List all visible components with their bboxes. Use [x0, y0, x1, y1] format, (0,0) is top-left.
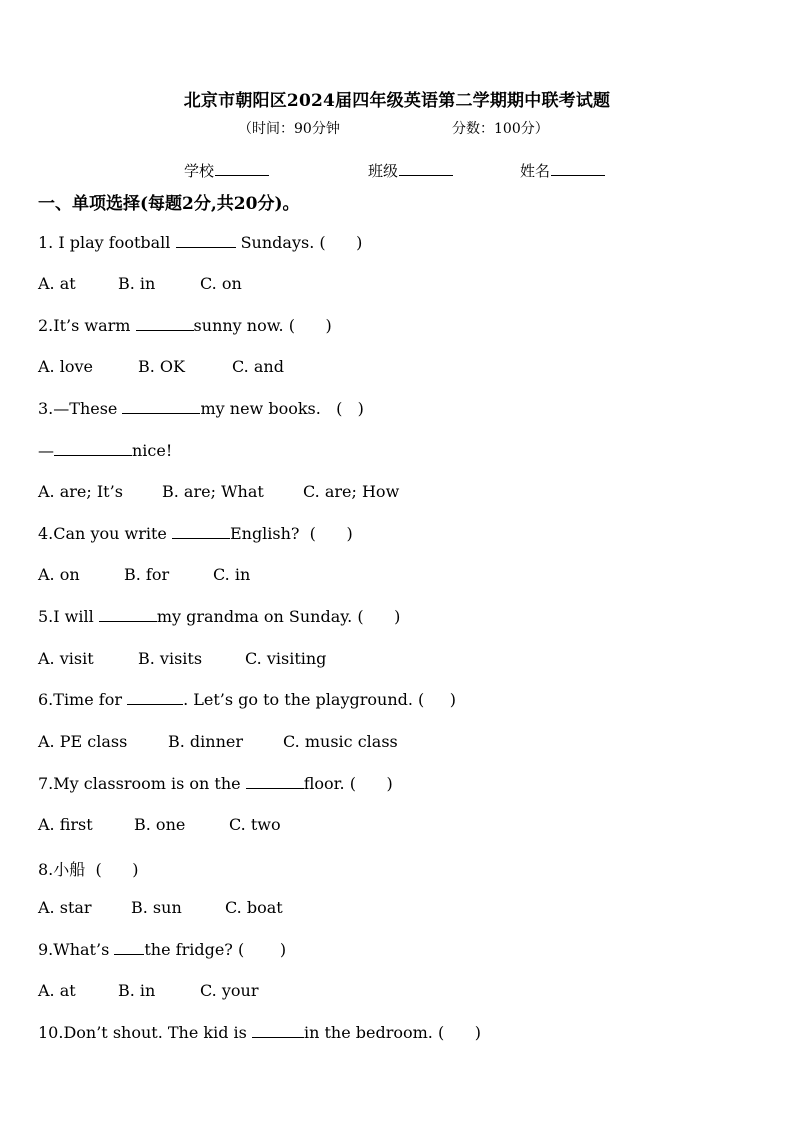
question-3-reply	[38, 441, 172, 460]
answer-blank[interactable]	[54, 442, 132, 456]
options-6	[38, 732, 398, 751]
question-1	[38, 233, 362, 252]
question-text: in the bedroom. ( )	[303, 1023, 481, 1042]
option-c[interactable]: C. on	[200, 274, 242, 293]
option-c[interactable]: C. two	[229, 815, 281, 834]
option-c[interactable]: C. your	[200, 981, 259, 1000]
option-b[interactable]: B. visits	[138, 649, 203, 668]
question-6	[38, 690, 456, 709]
question-text: my grandma on Sunday. ( )	[156, 607, 401, 626]
answer-blank[interactable]	[252, 1024, 304, 1038]
option-a[interactable]: A. on	[38, 565, 80, 584]
option-b[interactable]: B. one	[134, 815, 186, 834]
option-b[interactable]: B. in	[118, 274, 156, 293]
option-a[interactable]: A. PE class	[38, 732, 128, 751]
question-text: nice!	[132, 441, 173, 460]
question-text: 2.It’s warm	[38, 316, 136, 335]
answer-blank[interactable]	[172, 525, 230, 539]
name-field	[520, 160, 605, 181]
options-1	[38, 274, 242, 293]
answer-blank[interactable]	[99, 608, 157, 622]
school-field	[184, 160, 269, 181]
options-5	[38, 649, 326, 668]
option-b[interactable]: B. dinner	[168, 732, 244, 751]
options-4	[38, 565, 250, 584]
answer-blank[interactable]	[122, 400, 200, 414]
question-text: . Let’s go to the playground. ( )	[183, 690, 456, 709]
question-text: 10.Don’t shout. The kid is	[38, 1023, 252, 1042]
question-5	[38, 607, 400, 626]
name-label: 姓名	[520, 162, 551, 180]
option-c[interactable]: C. in	[213, 565, 251, 584]
question-2	[38, 316, 332, 335]
question-text: 4.Can you write	[38, 524, 172, 543]
section-title: 一、单项选择(每题2分,共20分)。	[38, 194, 300, 214]
question-text: floor. ( )	[303, 774, 393, 793]
question-text: the fridge? ( )	[144, 940, 287, 959]
option-b[interactable]: B. are; What	[162, 482, 264, 501]
options-9	[38, 981, 258, 1000]
options-7	[38, 815, 281, 834]
options-3	[38, 482, 399, 501]
question-7	[38, 774, 393, 793]
option-c[interactable]: C. music class	[283, 732, 398, 751]
option-c[interactable]: C. and	[232, 357, 284, 376]
answer-blank[interactable]	[127, 691, 183, 705]
option-c[interactable]: C. are; How	[303, 482, 400, 501]
question-text: 1. I play football	[38, 233, 176, 252]
question-text: 8.小船 ( )	[38, 860, 139, 879]
question-text: 9.What’s	[38, 940, 115, 959]
option-b[interactable]: B. in	[118, 981, 156, 1000]
option-a[interactable]: A. at	[38, 981, 76, 1000]
option-b[interactable]: B. sun	[131, 898, 182, 917]
question-9	[38, 940, 286, 959]
option-a[interactable]: A. at	[38, 274, 76, 293]
option-b[interactable]: B. OK	[138, 357, 185, 376]
options-2	[38, 357, 284, 376]
school-blank[interactable]	[215, 161, 269, 176]
class-field	[368, 160, 453, 181]
question-text: sunny now. ( )	[193, 316, 332, 335]
answer-blank[interactable]	[176, 234, 236, 248]
question-text: 3.—These	[38, 399, 123, 418]
question-10	[38, 1023, 481, 1042]
option-c[interactable]: C. visiting	[245, 649, 327, 668]
option-c[interactable]: C. boat	[225, 898, 283, 917]
option-a[interactable]: A. first	[38, 815, 93, 834]
answer-blank[interactable]	[246, 775, 304, 789]
option-a[interactable]: A. star	[38, 898, 92, 917]
school-label: 学校	[184, 162, 215, 180]
question-text: English? ( )	[229, 524, 353, 543]
class-label: 班级	[368, 162, 399, 180]
option-a[interactable]: A. are; It’s	[38, 482, 123, 501]
exam-score: 分数：100分）	[452, 121, 549, 137]
question-text: my new books. ( )	[200, 399, 364, 418]
answer-blank[interactable]	[136, 317, 194, 331]
exam-time: （时间：90分钟	[238, 121, 340, 137]
question-text: 7.My classroom is on the	[38, 774, 246, 793]
exam-title: 北京市朝阳区2024届四年级英语第二学期期中联考试题	[183, 91, 611, 111]
name-blank[interactable]	[551, 161, 605, 176]
question-3	[38, 399, 364, 418]
class-blank[interactable]	[399, 161, 453, 176]
question-text: —	[38, 441, 54, 460]
question-8	[38, 857, 138, 880]
option-b[interactable]: B. for	[124, 565, 170, 584]
options-8	[38, 898, 283, 917]
question-text: Sundays. ( )	[235, 233, 363, 252]
answer-blank[interactable]	[114, 941, 144, 955]
question-text: 5.I will	[38, 607, 99, 626]
question-4	[38, 524, 353, 543]
option-a[interactable]: A. love	[38, 357, 93, 376]
option-a[interactable]: A. visit	[38, 649, 94, 668]
question-text: 6.Time for	[38, 690, 128, 709]
